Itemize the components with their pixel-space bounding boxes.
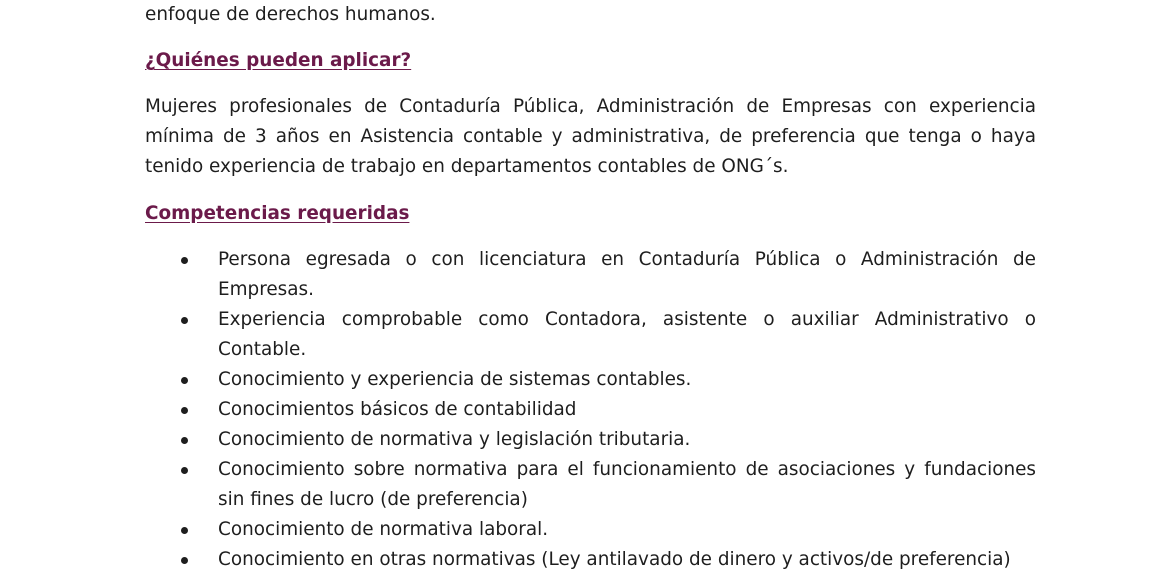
who-can-apply-heading: ¿Quiénes pueden aplicar? — [145, 50, 412, 71]
competencies-list — [0, 245, 1176, 575]
intro-paragraph-tail: enfoque de derechos humanos. — [145, 4, 436, 25]
competency-item-8 — [0, 545, 1036, 575]
competency-text: Persona egresada o con licenciatura en Contaduría Pública o Administración de Empresas. — [218, 249, 1036, 300]
bullet-icon — [181, 557, 188, 564]
competency-item-7 — [0, 515, 1036, 545]
competency-item-6 — [0, 455, 1036, 515]
bullet-icon — [181, 317, 188, 324]
competencies-heading: Competencias requeridas — [145, 203, 410, 224]
competency-text: Experiencia comprobable como Contadora, asistente o auxiliar Administrativo o Contable. — [218, 309, 1036, 360]
competency-text: Conocimiento de normativa y legislación tributaria. — [218, 429, 691, 450]
bullet-icon — [181, 437, 188, 444]
competency-item-1 — [0, 245, 1036, 305]
bullet-icon — [181, 407, 188, 414]
bullet-icon — [181, 527, 188, 534]
competency-text: Conocimientos básicos de contabilidad — [218, 399, 577, 420]
competency-item-5 — [0, 425, 1036, 455]
competency-item-4 — [0, 395, 1036, 425]
competency-item-3 — [0, 365, 1036, 395]
who-can-apply-paragraph: Mujeres profesionales de Contaduría Pública, Administración de Empresas con experiencia mínima de 3 años en Asistencia contable y administrativa, de preferencia que tenga o haya tenido experiencia de trabajo en departamentos contables de ONG´s. — [145, 96, 1036, 177]
bullet-icon — [181, 257, 188, 264]
competency-text: Conocimiento sobre normativa para el funcionamiento de asociaciones y fundaciones sin fines de lucro (de preferencia) — [218, 459, 1036, 510]
bullet-icon — [181, 467, 188, 474]
competency-text: Conocimiento de normativa laboral. — [218, 519, 549, 540]
competency-text: Conocimiento en otras normativas (Ley antilavado de dinero y activos/de preferencia) — [218, 549, 1011, 570]
bullet-icon — [181, 377, 188, 384]
competency-item-2 — [0, 305, 1036, 365]
competency-text: Conocimiento y experiencia de sistemas contables. — [218, 369, 692, 390]
